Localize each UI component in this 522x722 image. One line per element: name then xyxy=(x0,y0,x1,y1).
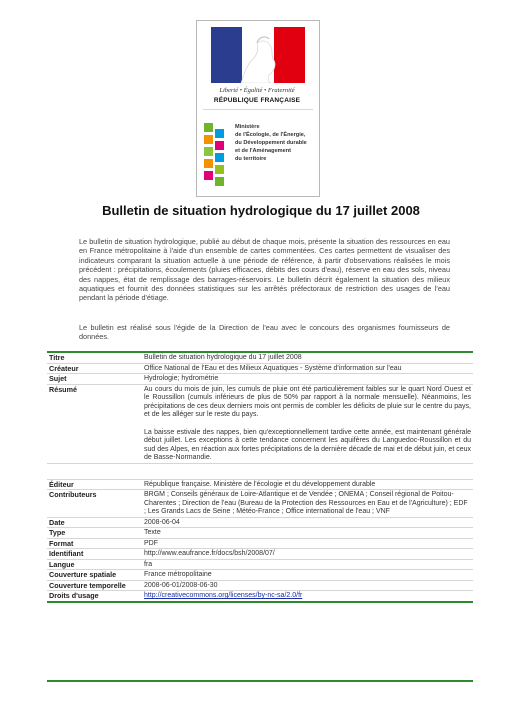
metadata-value: Bulletin de situation hydrologique du 17 juillet 2008 xyxy=(144,354,302,361)
metadata-row-contributeurs xyxy=(47,490,473,518)
metadata-row-createur xyxy=(47,364,473,375)
metadata-table xyxy=(47,351,473,603)
metadata-label: Sujet xyxy=(49,374,67,383)
metadata-value: PDF xyxy=(144,539,158,547)
metadata-value: fra xyxy=(144,560,153,568)
resume-paragraph: Au cours du mois de juin, les cumuls de pluie ont été particulièrement faibles sur le quart Nord Ouest et le Roussillon (cumuls inférieurs de plus de 50% par rapport à la normale mensuelle). Néanmoins, les précipitations de ces deux derniers mois ont permis de combler les déficits de pluie sur le centre du pays, et de les alléger sur le reste du pays. xyxy=(144,385,471,418)
metadata-label: Droits d'usage xyxy=(49,591,99,600)
metadata-label: Éditeur xyxy=(49,479,74,489)
metadata-label: Langue xyxy=(49,559,75,569)
resume-paragraph: La baisse estivale des nappes, bien qu'exceptionnellement tardive cette année, est maintenant générale début juillet. Les exceptions à cette tendance concernent les aquifères du Languedoc-Roussillon et du sud des Alpes, en réaction aux fortes précipitations de la dernière décade de mai et de début juin, et ceux de Basse-Normandie. xyxy=(144,428,471,461)
marianne-flag-icon xyxy=(211,27,305,83)
metadata-label: Couverture spatiale xyxy=(49,570,117,579)
metadata-label: Date xyxy=(49,517,65,527)
metadata-row-date xyxy=(47,518,473,529)
metadata-row-langue xyxy=(47,560,473,571)
metadata-row-couverture-temporelle xyxy=(47,581,473,592)
metadata-value xyxy=(142,591,473,601)
metadata-row-type xyxy=(47,528,473,539)
intro-paragraph-2: Le bulletin est réalisé sous l'égide de la Direction de l'eau avec le concours des organismes fournisseurs de données. xyxy=(79,323,450,342)
metadata-label: Couverture temporelle xyxy=(49,580,126,590)
metadata-label: Titre xyxy=(49,353,65,362)
metadata-row-droits xyxy=(47,591,473,601)
metadata-value: 2008-06-01/2008-06-30 xyxy=(144,581,218,589)
metadata-row-resume xyxy=(47,385,473,464)
metadata-label: Identifiant xyxy=(49,549,84,558)
metadata-row-identifiant xyxy=(47,549,473,560)
page-title: Bulletin de situation hydrologique du 17 juillet 2008 xyxy=(102,203,420,218)
metadata-row-couverture-spatiale xyxy=(47,570,473,581)
intro-paragraph: Le bulletin de situation hydrologique, publié au début de chaque mois, présente la situation des ressources en eau en France métropolitaine à l'aide d'un ensemble de cartes commentées. Ces cartes permettent de visualiser des indicateurs comparant la situation actuelle à une période de référence, à partir d'observations réalisées le mois précédent : précipitations, écoulements (pluies efficaces, débits des cours d'eau), réserve en eau des sols, niveau des nappes, état de remplissage des barrages-réservoirs. Le bulletin décrit également la situation des milieux aquatiques et fournit des données statistiques sur les arrêtés préfectoraux de restriction des usages de l'eau pendant la période d'étiage. xyxy=(79,237,450,303)
metadata-row-titre xyxy=(47,353,473,364)
ministry-logo xyxy=(196,20,320,197)
ministry-squares-icon xyxy=(203,121,231,191)
metadata-value: 2008-06-04 xyxy=(144,518,180,526)
republic-name: RÉPUBLIQUE FRANÇAISE xyxy=(213,97,301,104)
metadata-label: Type xyxy=(49,528,66,537)
metadata-value: République française. Ministère de l'écologie et du développement durable xyxy=(144,480,376,488)
metadata-row-format xyxy=(47,539,473,550)
metadata-value: BRGM ; Conseils généraux de Loire-Atlantique et de Vendée ; ONEMA ; Conseil régional de Poitou-Charentes ; Direction de l'eau (Bureau de la Protection des Ressources en Eau et de l'Agriculture) ; EDF ; Les Grands Lacs de Seine ; Météo-France ; Office international de l'eau ; VNF xyxy=(144,491,468,515)
metadata-spacer xyxy=(47,464,473,480)
metadata-value: Texte xyxy=(144,529,161,536)
metadata-row-sujet xyxy=(47,374,473,385)
metadata-label: Format xyxy=(49,538,74,548)
bottom-divider xyxy=(47,680,473,682)
metadata-label: Créateur xyxy=(49,363,79,373)
metadata-value: Office National de l'Eau et des Milieux Aquatiques - Système d'information sur l'eau xyxy=(144,364,402,372)
metadata-value: http://www.eaufrance.fr/docs/bsh/2008/07/ xyxy=(144,550,275,557)
republic-motto: Liberté • Égalité • Fraternité xyxy=(219,87,295,94)
metadata-value: Hydrologie; hydrométrie xyxy=(144,375,219,382)
metadata-value: France métropolitaine xyxy=(144,571,212,578)
metadata-value xyxy=(142,385,473,463)
ministry-name: Ministère de l'Écologie, de l'Énergie, du Développement durable et de l'Aménagement du territoire xyxy=(235,124,307,162)
metadata-label: Contributeurs xyxy=(49,490,97,499)
metadata-label: Résumé xyxy=(49,384,77,394)
logo-divider xyxy=(203,109,313,110)
license-link[interactable]: http://creativecommons.org/licenses/by-nc-sa/2.0/fr xyxy=(144,592,303,599)
metadata-row-editeur xyxy=(47,480,473,491)
